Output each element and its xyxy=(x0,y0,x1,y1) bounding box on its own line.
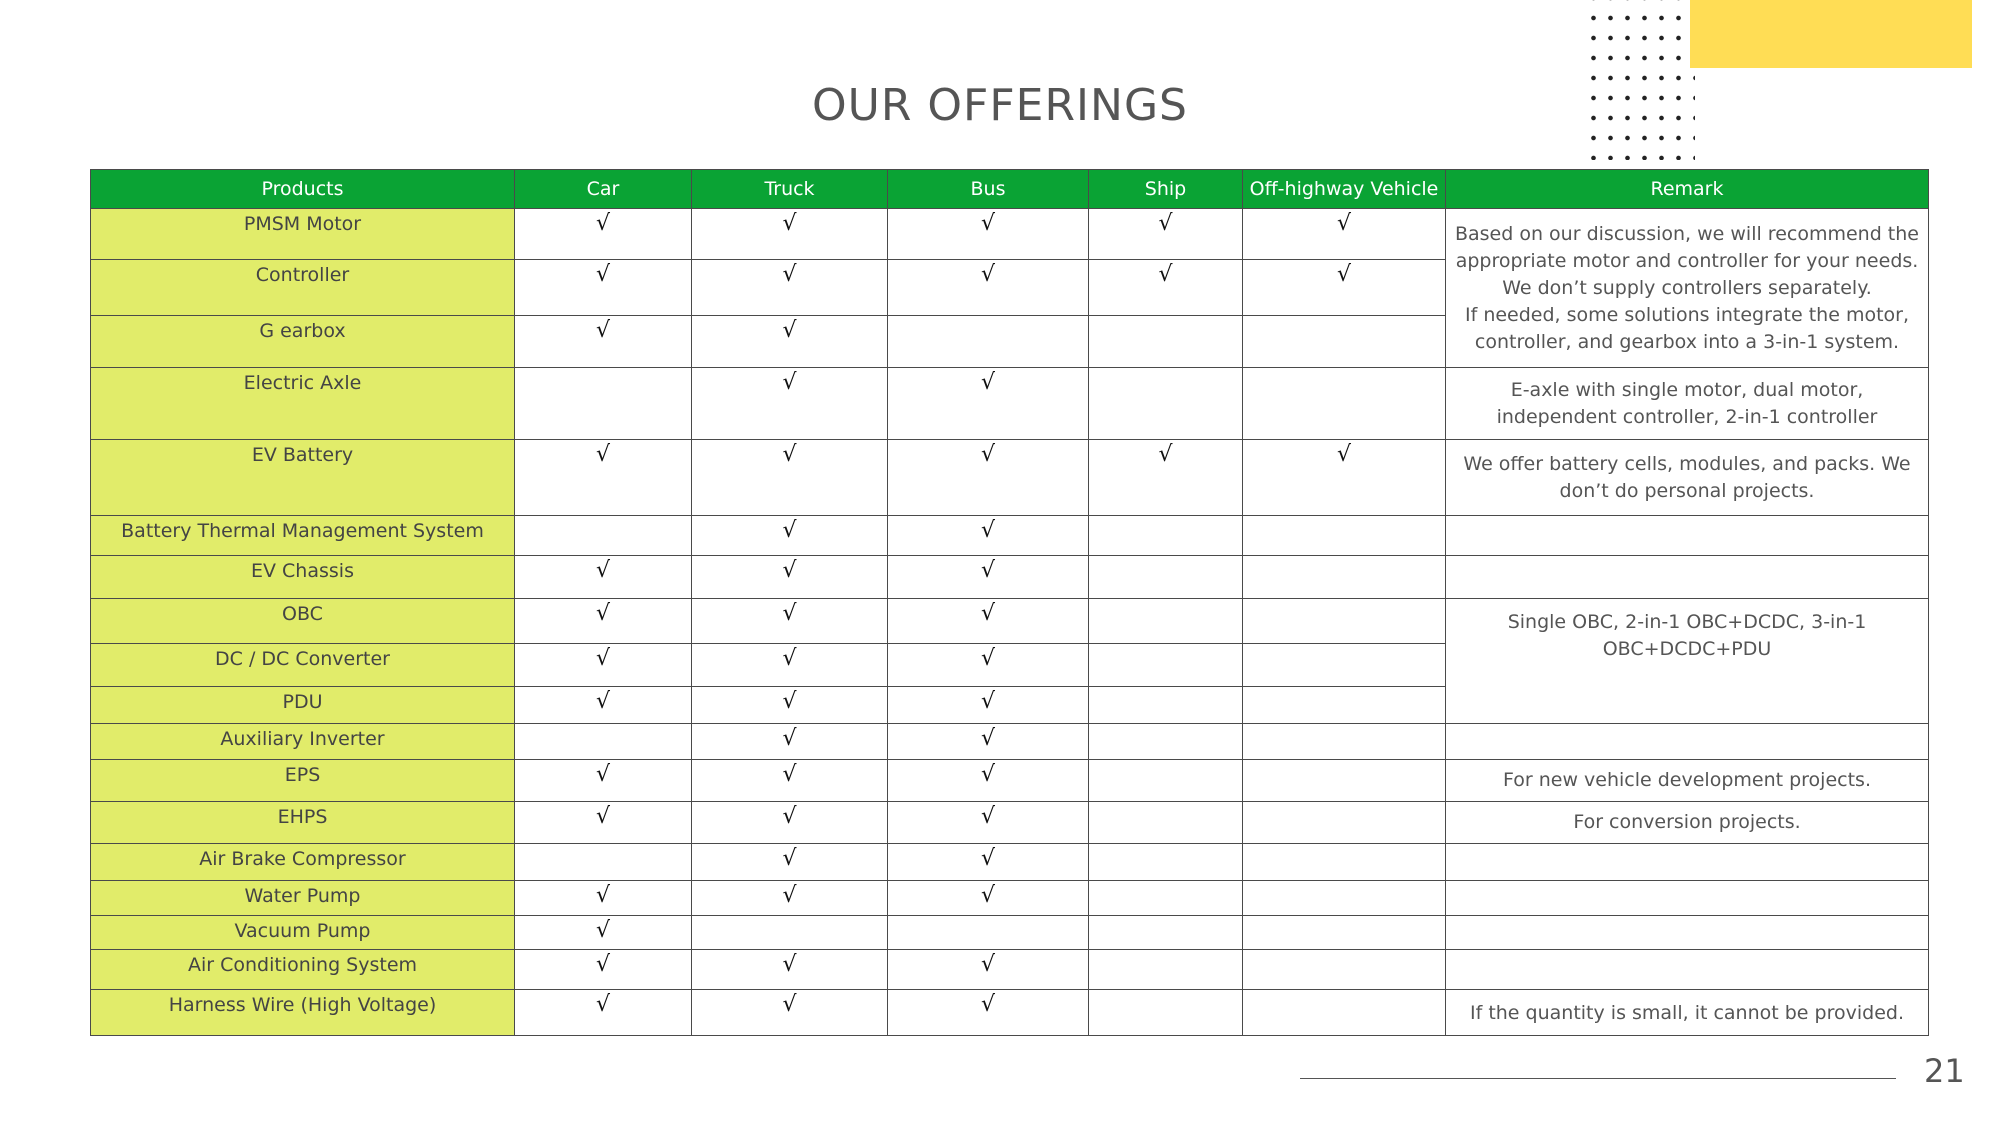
offhighway-cell xyxy=(1243,802,1446,844)
car-cell: √ xyxy=(515,209,692,260)
offhighway-cell xyxy=(1243,916,1446,950)
header-truck: Truck xyxy=(692,170,888,209)
header-off-highway-vehicle: Off-highway Vehicle xyxy=(1243,170,1446,209)
offhighway-cell: √ xyxy=(1243,260,1446,316)
car-cell: √ xyxy=(515,950,692,990)
truck-cell: √ xyxy=(692,516,888,556)
header-car: Car xyxy=(515,170,692,209)
remark-text: If needed, some solutions integrate the motor, controller, and gearbox into a 3-in-1 system. xyxy=(1464,303,1909,353)
car-cell: √ xyxy=(515,760,692,802)
bus-cell: √ xyxy=(888,556,1089,599)
footer-divider xyxy=(1300,1078,1896,1079)
offhighway-cell: √ xyxy=(1243,440,1446,516)
truck-cell: √ xyxy=(692,368,888,440)
header-ship: Ship xyxy=(1089,170,1243,209)
offhighway-cell xyxy=(1243,687,1446,724)
remark-text: We don’t supply controllers separately. xyxy=(1502,276,1872,299)
ship-cell xyxy=(1089,368,1243,440)
truck-cell: √ xyxy=(692,724,888,760)
ship-cell: √ xyxy=(1089,260,1243,316)
bus-cell: √ xyxy=(888,990,1089,1036)
ship-cell xyxy=(1089,316,1243,368)
car-cell: √ xyxy=(515,440,692,516)
remark-cell xyxy=(1446,516,1929,556)
table-header-row xyxy=(91,170,1929,209)
ship-cell xyxy=(1089,760,1243,802)
remark-cell xyxy=(1446,209,1929,368)
truck-cell: √ xyxy=(692,209,888,260)
product-cell: Auxiliary Inverter xyxy=(91,724,515,760)
offhighway-cell xyxy=(1243,950,1446,990)
car-cell: √ xyxy=(515,802,692,844)
car-cell: √ xyxy=(515,260,692,316)
offhighway-cell: √ xyxy=(1243,209,1446,260)
product-cell: Air Conditioning System xyxy=(91,950,515,990)
ship-cell xyxy=(1089,802,1243,844)
remark-cell xyxy=(1446,950,1929,990)
table-row xyxy=(91,802,1929,844)
ship-cell xyxy=(1089,556,1243,599)
ship-cell xyxy=(1089,881,1243,916)
ship-cell xyxy=(1089,687,1243,724)
table-row xyxy=(91,516,1929,556)
product-cell: DC / DC Converter xyxy=(91,644,515,687)
car-cell xyxy=(515,368,692,440)
yellow-accent-block xyxy=(1690,0,1972,68)
truck-cell: √ xyxy=(692,599,888,644)
table-row xyxy=(91,760,1929,802)
bus-cell: √ xyxy=(888,802,1089,844)
remark-cell xyxy=(1446,556,1929,599)
car-cell xyxy=(515,724,692,760)
car-cell xyxy=(515,844,692,881)
product-cell: PMSM Motor xyxy=(91,209,515,260)
offhighway-cell xyxy=(1243,556,1446,599)
bus-cell: √ xyxy=(888,516,1089,556)
remark-cell: If the quantity is small, it cannot be provided. xyxy=(1446,990,1929,1036)
bus-cell: √ xyxy=(888,440,1089,516)
bus-cell: √ xyxy=(888,209,1089,260)
remark-cell: Single OBC, 2-in-1 OBC+DCDC, 3-in-1 OBC+DCDC+PDU xyxy=(1446,599,1929,724)
ship-cell xyxy=(1089,844,1243,881)
offhighway-cell xyxy=(1243,644,1446,687)
ship-cell xyxy=(1089,950,1243,990)
bus-cell: √ xyxy=(888,644,1089,687)
ship-cell xyxy=(1089,644,1243,687)
truck-cell: √ xyxy=(692,802,888,844)
page-number: 21 xyxy=(1924,1052,1965,1090)
page-title: OUR OFFERINGS xyxy=(812,80,1188,131)
truck-cell: √ xyxy=(692,760,888,802)
bus-cell xyxy=(888,916,1089,950)
car-cell: √ xyxy=(515,599,692,644)
table-row xyxy=(91,556,1929,599)
remark-cell: E-axle with single motor, dual motor, independent controller, 2-in-1 controller xyxy=(1446,368,1929,440)
table-row xyxy=(91,881,1929,916)
table-row xyxy=(91,990,1929,1036)
truck-cell: √ xyxy=(692,990,888,1036)
product-cell: EPS xyxy=(91,760,515,802)
offhighway-cell xyxy=(1243,316,1446,368)
truck-cell: √ xyxy=(692,687,888,724)
truck-cell: √ xyxy=(692,440,888,516)
bus-cell xyxy=(888,316,1089,368)
product-cell: PDU xyxy=(91,687,515,724)
bus-cell: √ xyxy=(888,950,1089,990)
bus-cell: √ xyxy=(888,844,1089,881)
ship-cell: √ xyxy=(1089,440,1243,516)
bus-cell: √ xyxy=(888,368,1089,440)
product-cell: EV Chassis xyxy=(91,556,515,599)
truck-cell: √ xyxy=(692,844,888,881)
table-row xyxy=(91,950,1929,990)
car-cell: √ xyxy=(515,556,692,599)
product-cell: Harness Wire (High Voltage) xyxy=(91,990,515,1036)
remark-cell xyxy=(1446,916,1929,950)
table-row xyxy=(91,724,1929,760)
product-cell: OBC xyxy=(91,599,515,644)
offhighway-cell xyxy=(1243,990,1446,1036)
offhighway-cell xyxy=(1243,516,1446,556)
offhighway-cell xyxy=(1243,844,1446,881)
product-cell: EHPS xyxy=(91,802,515,844)
table-row xyxy=(91,440,1929,516)
header-bus: Bus xyxy=(888,170,1089,209)
remark-cell xyxy=(1446,844,1929,881)
truck-cell: √ xyxy=(692,260,888,316)
table-row xyxy=(91,916,1929,950)
car-cell: √ xyxy=(515,881,692,916)
product-cell: Vacuum Pump xyxy=(91,916,515,950)
bus-cell: √ xyxy=(888,724,1089,760)
product-cell: Controller xyxy=(91,260,515,316)
product-cell: Air Brake Compressor xyxy=(91,844,515,881)
bus-cell: √ xyxy=(888,760,1089,802)
remark-cell: For conversion projects. xyxy=(1446,802,1929,844)
car-cell: √ xyxy=(515,916,692,950)
offhighway-cell xyxy=(1243,760,1446,802)
offhighway-cell xyxy=(1243,599,1446,644)
header-products: Products xyxy=(91,170,515,209)
bus-cell: √ xyxy=(888,687,1089,724)
offhighway-cell xyxy=(1243,368,1446,440)
car-cell: √ xyxy=(515,644,692,687)
product-cell: EV Battery xyxy=(91,440,515,516)
table-row xyxy=(91,209,1929,260)
remark-cell xyxy=(1446,881,1929,916)
ship-cell xyxy=(1089,599,1243,644)
truck-cell: √ xyxy=(692,881,888,916)
header-remark: Remark xyxy=(1446,170,1929,209)
car-cell: √ xyxy=(515,990,692,1036)
bus-cell: √ xyxy=(888,260,1089,316)
table-row xyxy=(91,599,1929,644)
remark-cell: For new vehicle development projects. xyxy=(1446,760,1929,802)
ship-cell xyxy=(1089,724,1243,760)
truck-cell: √ xyxy=(692,644,888,687)
remark-cell xyxy=(1446,724,1929,760)
car-cell xyxy=(515,516,692,556)
car-cell: √ xyxy=(515,687,692,724)
ship-cell: √ xyxy=(1089,209,1243,260)
truck-cell: √ xyxy=(692,950,888,990)
offhighway-cell xyxy=(1243,881,1446,916)
truck-cell: √ xyxy=(692,316,888,368)
ship-cell xyxy=(1089,916,1243,950)
product-cell: Electric Axle xyxy=(91,368,515,440)
remark-text: Based on our discussion, we will recommend the appropriate motor and controller for your needs. xyxy=(1454,222,1919,272)
ship-cell xyxy=(1089,516,1243,556)
bus-cell: √ xyxy=(888,881,1089,916)
product-cell: G earbox xyxy=(91,316,515,368)
product-cell: Battery Thermal Management System xyxy=(91,516,515,556)
table-row xyxy=(91,844,1929,881)
truck-cell: √ xyxy=(692,556,888,599)
product-cell: Water Pump xyxy=(91,881,515,916)
table-row xyxy=(91,368,1929,440)
offerings-table xyxy=(90,169,1929,1036)
offhighway-cell xyxy=(1243,724,1446,760)
car-cell: √ xyxy=(515,316,692,368)
truck-cell xyxy=(692,916,888,950)
bus-cell: √ xyxy=(888,599,1089,644)
ship-cell xyxy=(1089,990,1243,1036)
remark-cell: We offer battery cells, modules, and packs. We don’t do personal projects. xyxy=(1446,440,1929,516)
